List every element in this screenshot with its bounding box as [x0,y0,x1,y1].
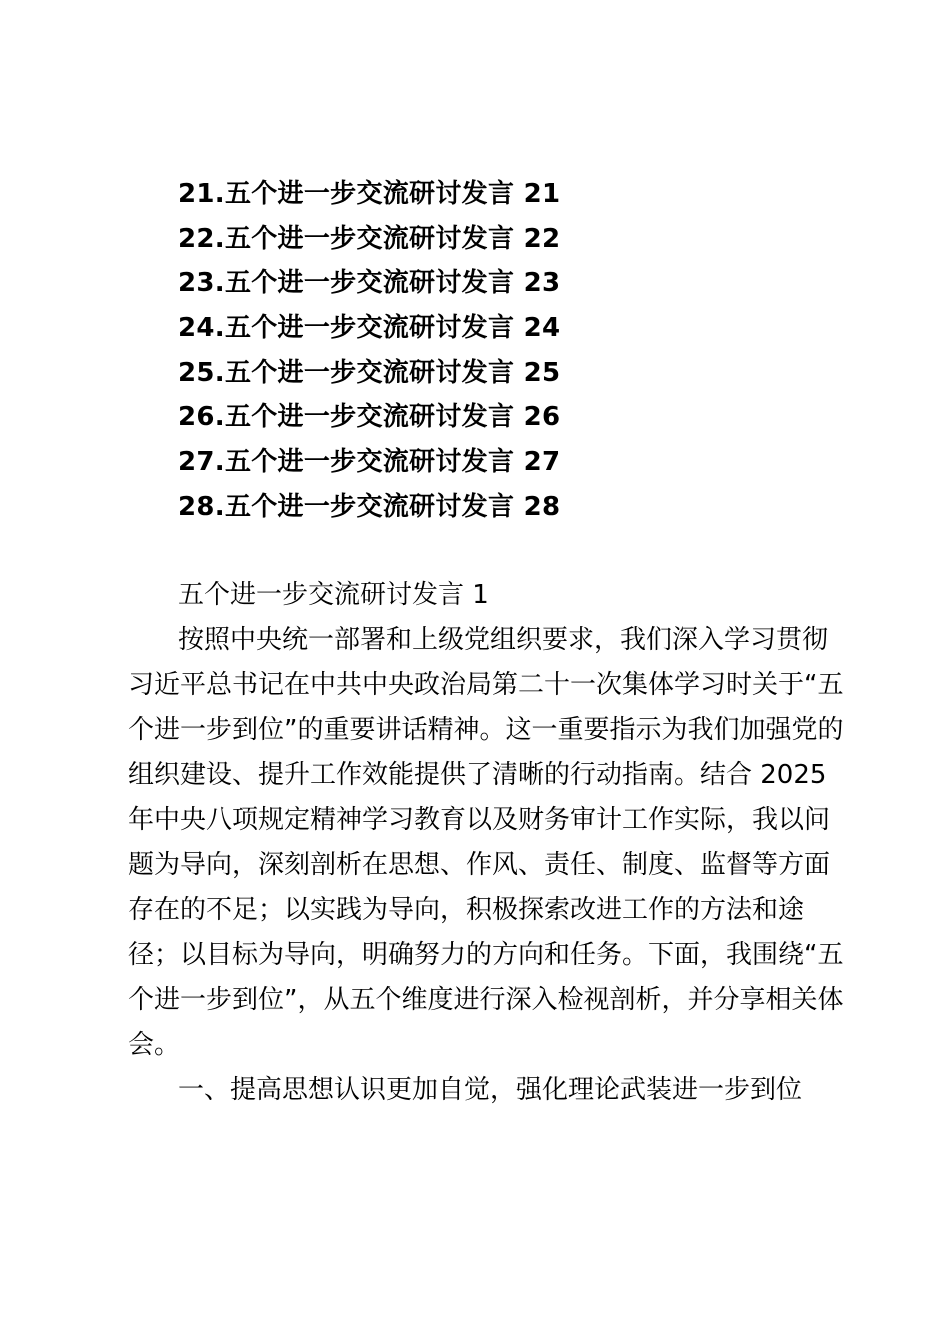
paragraph-line: 径；以目标为导向，明确努力的方向和任务。下面，我围绕“五 [128,940,844,970]
paragraph-line: 会。 [128,1030,181,1060]
section-heading: 一、提高思想认识更加自觉，强化理论武装进一步到位 [178,1075,803,1105]
paragraph-line: 题为导向，深刻剖析在思想、作风、责任、制度、监督等方面 [128,850,831,880]
document-title: 五个进一步交流研讨发言 1 [178,580,489,610]
document-body [128,573,844,1113]
toc-item[interactable]: 22.五个进一步交流研讨发言 22 [178,223,561,254]
paragraph-line: 个进一步到位”的重要讲话精神。这一重要指示为我们加强党的 [128,715,844,745]
toc-item[interactable]: 26.五个进一步交流研讨发言 26 [178,402,561,433]
paragraph-line: 个进一步到位”，从五个维度进行深入检视剖析，并分享相关体 [128,985,844,1015]
toc-item[interactable]: 27.五个进一步交流研讨发言 27 [178,447,561,478]
toc-item[interactable]: 25.五个进一步交流研讨发言 25 [178,357,561,388]
paragraph-line: 年中央八项规定精神学习教育以及财务审计工作实际，我以问 [128,805,831,835]
toc-item[interactable]: 23.五个进一步交流研讨发言 23 [178,268,561,299]
toc-item[interactable]: 28.五个进一步交流研讨发言 28 [178,491,561,522]
toc-item[interactable]: 21.五个进一步交流研讨发言 21 [178,179,561,209]
body-paragraph [128,618,844,1068]
table-of-contents [178,172,560,530]
paragraph-line: 习近平总书记在中共中央政治局第二十一次集体学习时关于“五 [128,670,844,700]
paragraph-line: 存在的不足；以实践为导向，积极探索改进工作的方法和途 [128,895,805,925]
paragraph-line: 组织建设、提升工作效能提供了清晰的行动指南。结合 2025 [128,760,827,790]
toc-item[interactable]: 24.五个进一步交流研讨发言 24 [178,313,561,344]
paragraph-line: 按照中央统一部署和上级党组织要求，我们深入学习贯彻 [178,625,829,655]
